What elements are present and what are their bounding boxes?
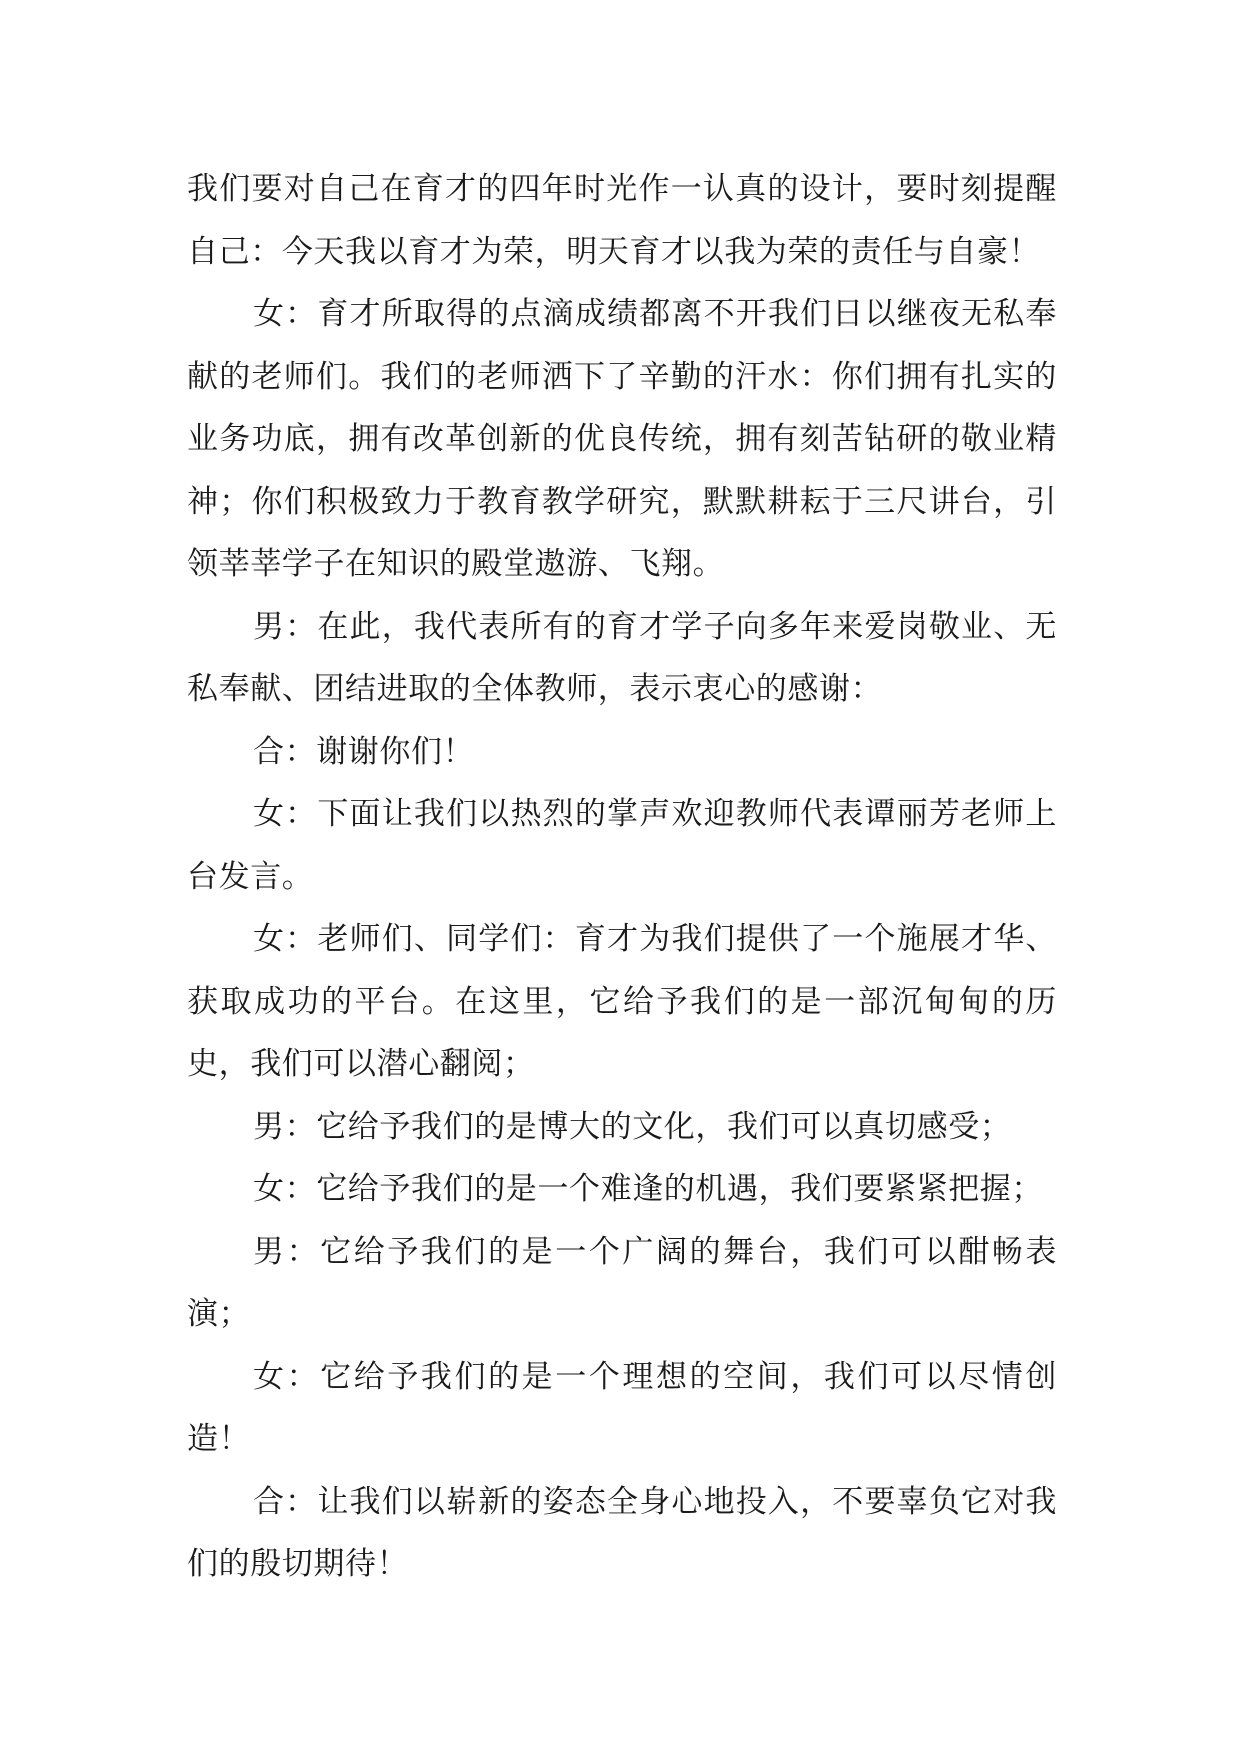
paragraph-continuation: 我们要对自己在育才的四年时光作一认真的设计，要时刻提醒自己：今天我以育才为荣，明天育才以我为荣的责任与自豪！: [187, 171, 1057, 270]
paragraph-female-invite: 女：下面让我们以热烈的掌声欢迎教师代表谭丽芳老师上台发言。: [187, 796, 1057, 895]
paragraph-male-culture: 男：它给予我们的是博大的文化，我们可以真切感受；: [253, 1108, 1012, 1145]
paragraph-female-teachers: 女：育才所取得的点滴成绩都离不开我们日以继夜无私奉献的老师们。我们的老师洒下了辛勤的汗水：你们拥有扎实的业务功底，拥有改革创新的优良传统，拥有刻苦钻研的敬业精神；你们积极致力于教育教学研究，默默耕耘于三尺讲台，引领莘莘学子在知识的殿堂遨游、飞翔。: [187, 296, 1057, 582]
paragraph-male-thanks: 男：在此，我代表所有的育才学子向多年来爱岗敬业、无私奉献、团结进取的全体教师，表示衷心的感谢：: [187, 608, 1057, 707]
paragraph-female-platform: 女：老师们、同学们：育才为我们提供了一个施展才华、获取成功的平台。在这里，它给予我们的是一部沉甸甸的历史，我们可以潜心翻阅；: [187, 921, 1057, 1082]
paragraph-female-space: 女：它给予我们的是一个理想的空间，我们可以尽情创造！: [187, 1358, 1057, 1457]
document-body: [187, 158, 1057, 1596]
paragraph-together-closing: 合：让我们以崭新的姿态全身心地投入，不要辜负它对我们的殷切期待！: [187, 1483, 1057, 1582]
paragraph-female-opportunity: 女：它给予我们的是一个难逢的机遇，我们要紧紧把握；: [253, 1171, 1043, 1207]
paragraph-male-stage: 男：它给予我们的是一个广阔的舞台，我们可以酣畅表演；: [187, 1233, 1057, 1332]
paragraph-together-thanks: 合：谢谢你们！: [253, 733, 475, 770]
